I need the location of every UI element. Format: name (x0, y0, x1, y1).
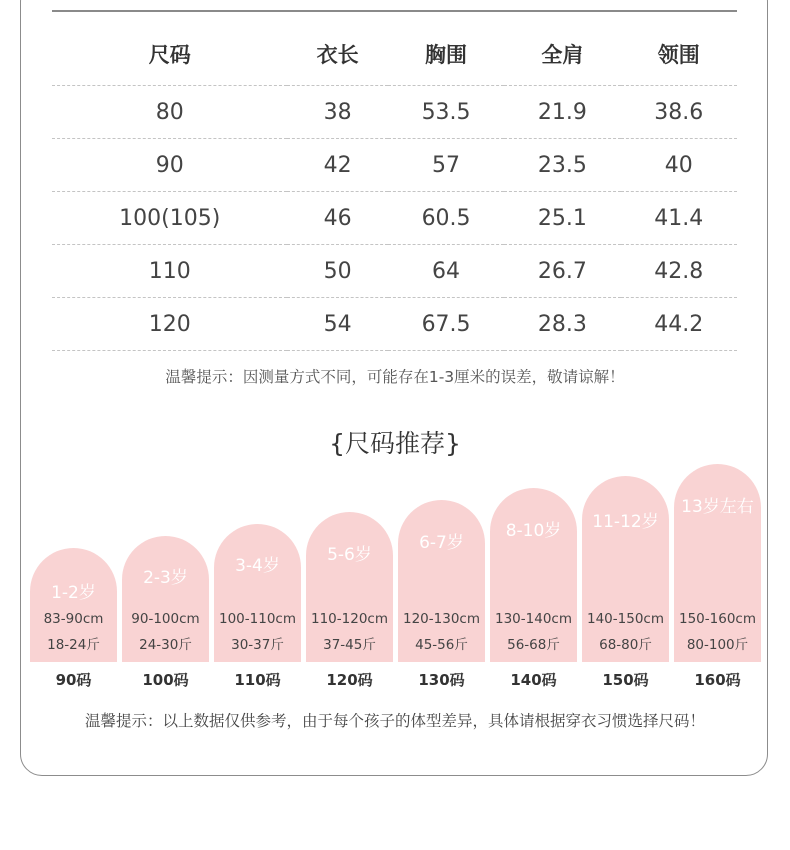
size-code: 160码 (694, 671, 741, 689)
table-cell: 38.6 (621, 86, 737, 139)
table-row (52, 245, 737, 298)
table-cell: 44.2 (621, 298, 737, 351)
header-size: 尺码 (52, 23, 287, 86)
recommend-note: 温馨提示：以上数据仅供参考，由于每个孩子的体型差异，具体请根据穿衣习惯选择尺码！ (84, 712, 705, 730)
age-label: 6-7岁 (419, 533, 464, 553)
size-code: 140码 (510, 671, 557, 689)
table-cell: 57 (388, 139, 504, 192)
table-cell: 38 (287, 86, 387, 139)
table-row (52, 298, 737, 351)
table-cell: 23.5 (504, 139, 620, 192)
top-divider (52, 10, 737, 12)
header-length: 衣长 (287, 23, 387, 86)
table-cell: 100(105) (52, 192, 287, 245)
table-cell: 40 (621, 139, 737, 192)
height-range: 120-130cm (403, 611, 480, 627)
height-range: 100-110cm (219, 611, 296, 627)
age-label: 11-12岁 (592, 512, 659, 532)
table-cell: 54 (287, 298, 387, 351)
table-row (52, 192, 737, 245)
size-code: 100码 (142, 671, 189, 689)
header-chest: 胸围 (388, 23, 504, 86)
table-cell: 42.8 (621, 245, 737, 298)
size-code: 130码 (418, 671, 465, 689)
table-cell: 25.1 (504, 192, 620, 245)
weight-range: 68-80斤 (599, 637, 652, 653)
table-cell: 120 (52, 298, 287, 351)
table-cell: 67.5 (388, 298, 504, 351)
table-header-row (52, 23, 737, 86)
recommend-title: {尺码推荐} (329, 429, 461, 458)
table-row (52, 86, 737, 139)
age-label: 1-2岁 (51, 583, 96, 603)
table-cell: 53.5 (388, 86, 504, 139)
table-cell: 110 (52, 245, 287, 298)
weight-range: 45-56斤 (415, 637, 468, 653)
height-range: 140-150cm (587, 611, 664, 627)
height-range: 110-120cm (311, 611, 388, 627)
size-code: 120码 (326, 671, 373, 689)
weight-range: 56-68斤 (507, 637, 560, 653)
table-cell: 46 (287, 192, 387, 245)
weight-range: 37-45斤 (323, 637, 376, 653)
weight-range: 24-30斤 (139, 637, 192, 653)
table-cell: 28.3 (504, 298, 620, 351)
table-cell: 90 (52, 139, 287, 192)
measurement-note: 温馨提示：因测量方式不同，可能存在1-3厘米的误差，敬请谅解！ (165, 368, 625, 386)
size-code: 150码 (602, 671, 649, 689)
header-shoulder: 全肩 (504, 23, 620, 86)
size-code: 110码 (234, 671, 281, 689)
table-cell: 41.4 (621, 192, 737, 245)
height-range: 83-90cm (43, 611, 104, 627)
age-label: 2-3岁 (143, 568, 188, 588)
weight-range: 30-37斤 (231, 637, 284, 653)
table-cell: 42 (287, 139, 387, 192)
table-cell: 64 (388, 245, 504, 298)
height-range: 150-160cm (679, 611, 756, 627)
height-range: 90-100cm (131, 611, 200, 627)
size-chart-table (52, 23, 737, 351)
table-row (52, 139, 737, 192)
table-cell: 21.9 (504, 86, 620, 139)
table-cell: 80 (52, 86, 287, 139)
age-label: 3-4岁 (235, 556, 280, 576)
age-label: 8-10岁 (505, 521, 562, 541)
table-cell: 26.7 (504, 245, 620, 298)
age-label: 13岁左右 (681, 497, 754, 517)
header-neck: 领围 (621, 23, 737, 86)
weight-range: 18-24斤 (47, 637, 100, 653)
table-cell: 50 (287, 245, 387, 298)
height-range: 130-140cm (495, 611, 572, 627)
weight-range: 80-100斤 (686, 637, 749, 653)
size-code: 90码 (55, 671, 92, 689)
table-cell: 60.5 (388, 192, 504, 245)
age-label: 5-6岁 (327, 545, 372, 565)
